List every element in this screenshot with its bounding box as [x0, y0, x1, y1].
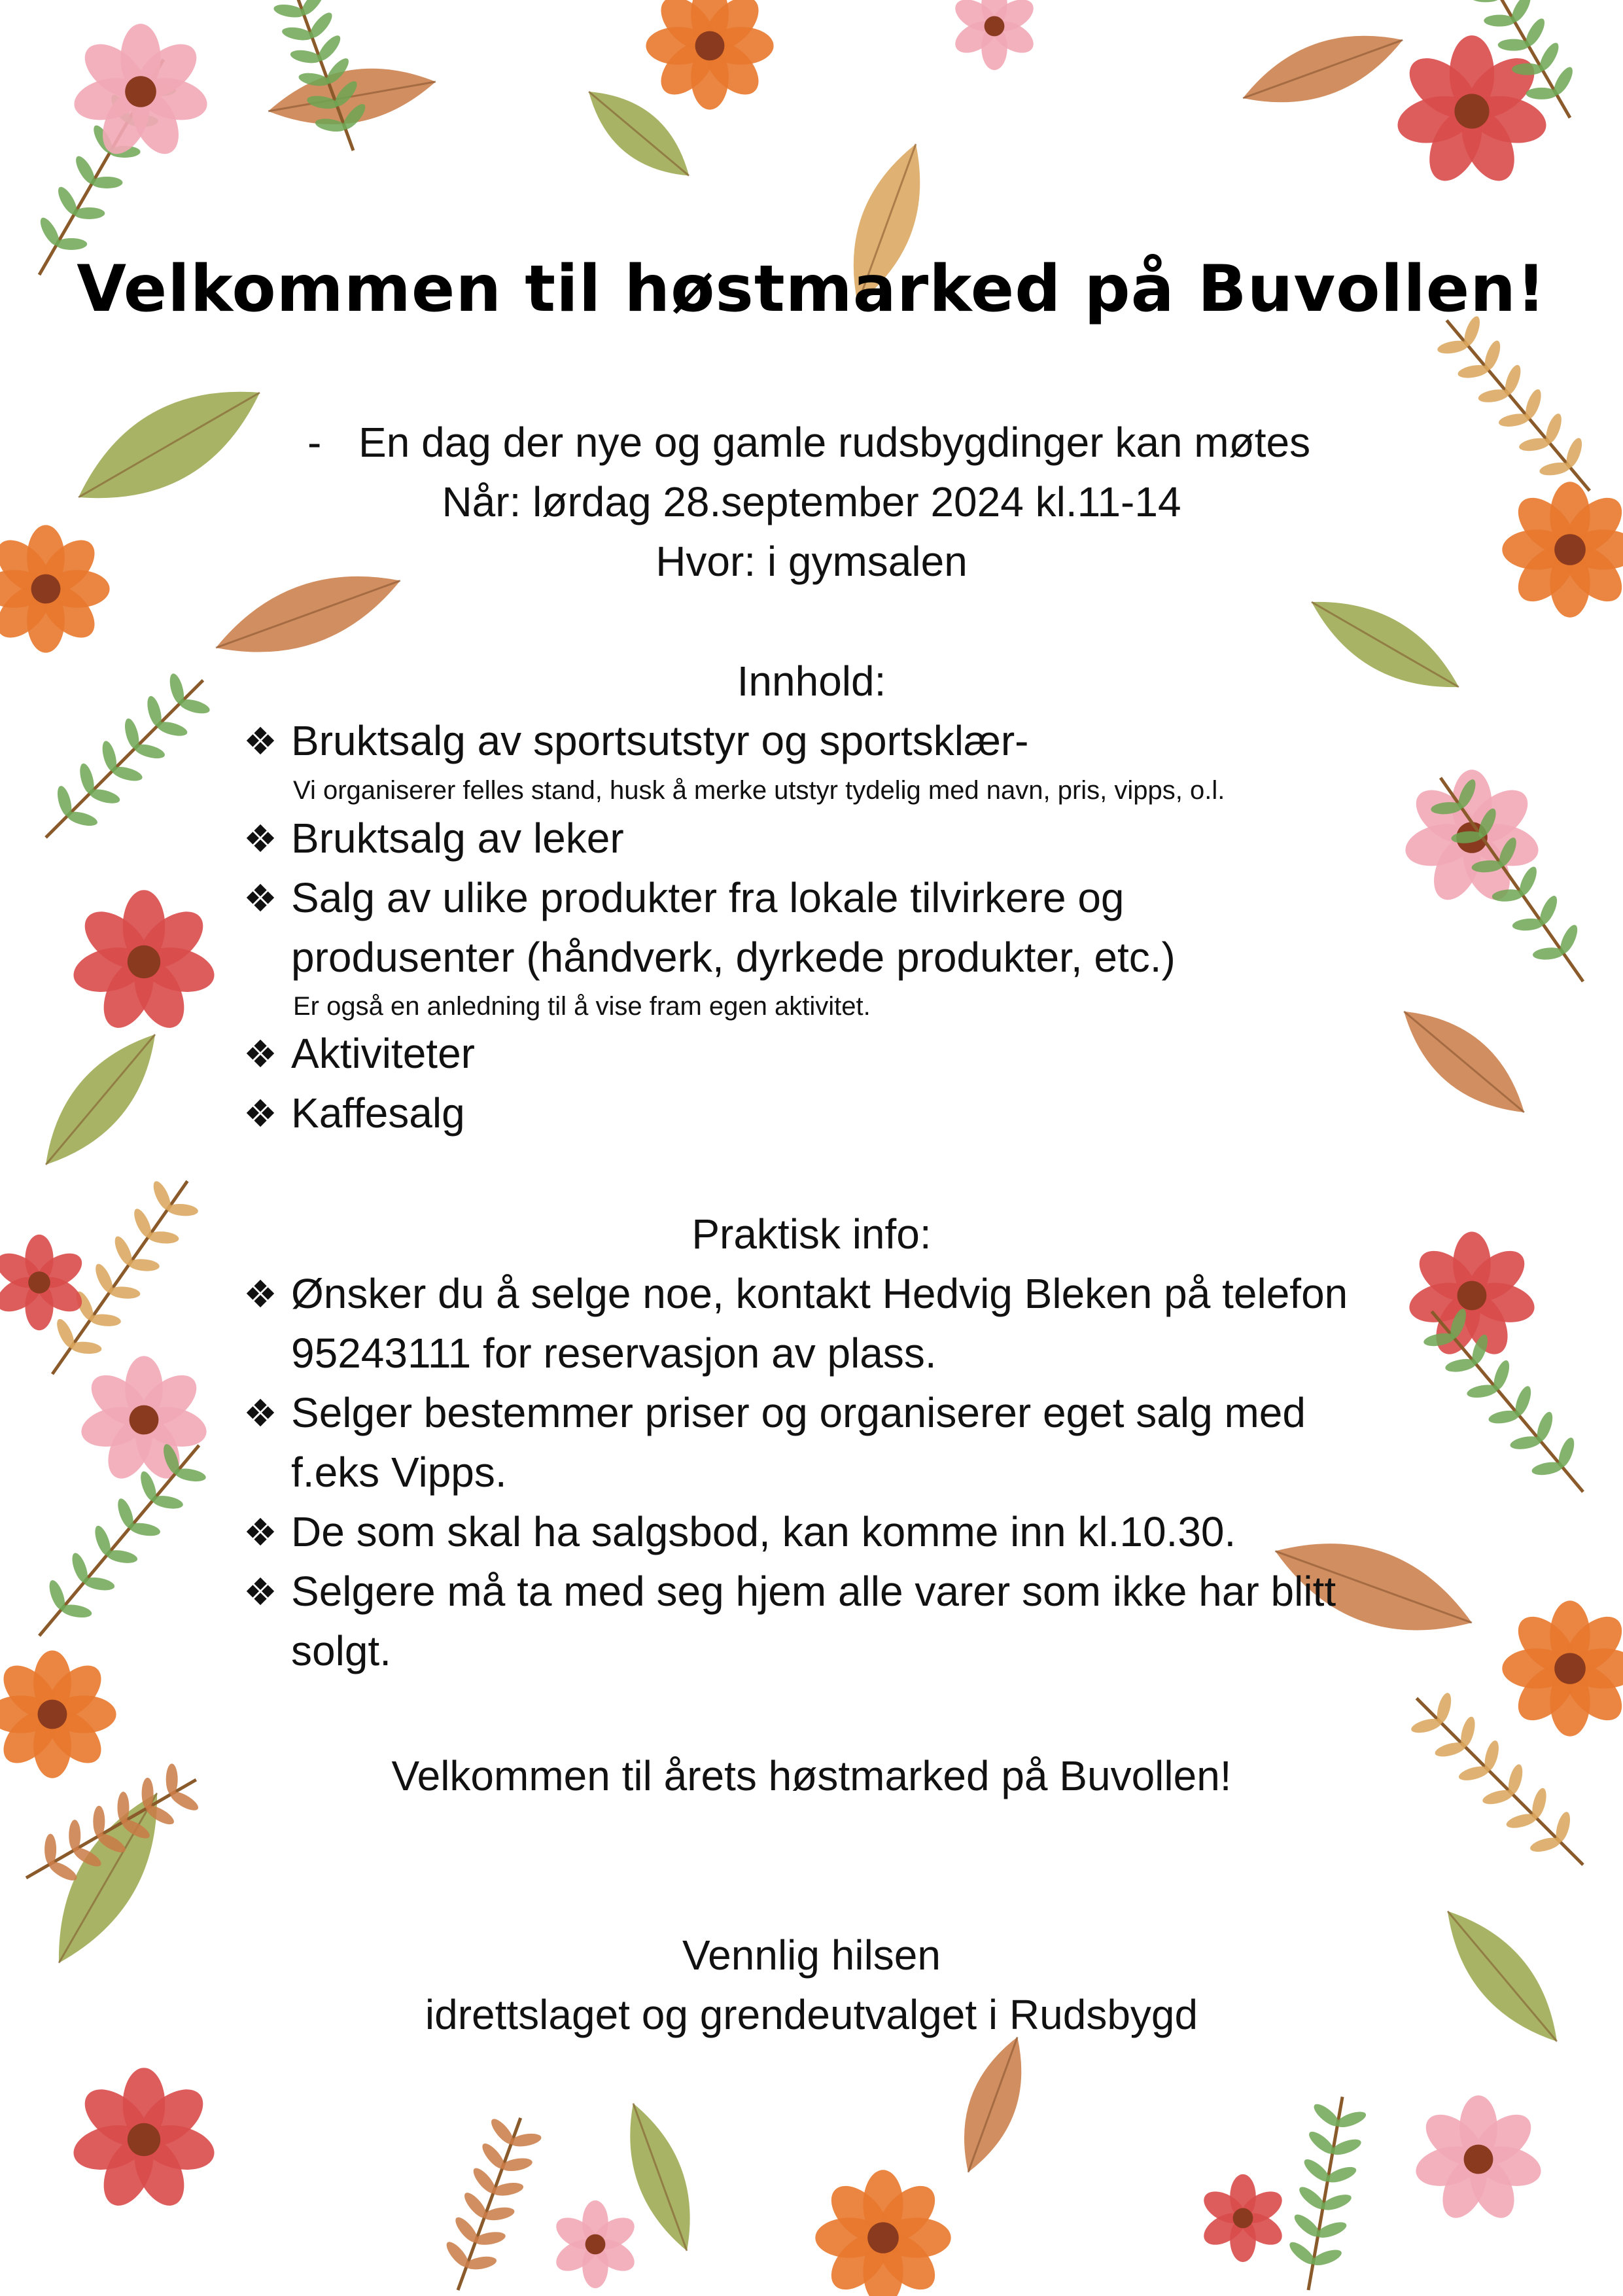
bullet-icon: ❖ — [243, 1392, 277, 1435]
practical-heading: Praktisk info: — [691, 1210, 932, 1258]
signoff-greeting: Vennlig hilsen — [682, 1932, 941, 1979]
signoff-from: idrettslaget og grendeutvalget i Rudsbygd — [425, 1991, 1198, 2038]
contents-item-2: Bruktsalg av leker — [291, 815, 624, 862]
practical-item-2-cont: f.eks Vipps. — [291, 1449, 507, 1496]
bullet-icon: ❖ — [243, 877, 277, 920]
event-where: Hvor: i gymsalen — [655, 538, 968, 585]
bullet-icon: ❖ — [243, 1511, 277, 1554]
practical-item-4-cont: solgt. — [291, 1627, 391, 1674]
event-when: Når: lørdag 28.september 2024 kl.11-14 — [442, 478, 1181, 525]
practical-item-1-cont: 95243111 for reservasjon av plass. — [291, 1330, 937, 1377]
contents-item-4: Aktiviteter — [291, 1030, 475, 1077]
contents-item-3-note: Er også en anledning til å vise fram egen aktivitet. — [293, 992, 871, 1021]
contents-item-1-note: Vi organiserer felles stand, husk å merke utstyr tydelig med navn, pris, vipps, o.l. — [293, 776, 1225, 805]
contents-item-3: Salg av ulike produkter fra lokale tilvirkere og — [291, 874, 1125, 921]
practical-item-4: Selgere må ta med seg hjem alle varer som ikke har blitt — [291, 1568, 1336, 1615]
intro-dash: - — [307, 419, 322, 466]
contents-item-3-cont: produsenter (håndverk, dyrkede produkter, etc.) — [291, 934, 1176, 981]
practical-item-1: Ønsker du å selge noe, kontakt Hedvig Bleken på telefon — [291, 1270, 1348, 1317]
practical-item-2: Selger bestemmer priser og organiserer eget salg med — [291, 1389, 1306, 1436]
bullet-icon: ❖ — [243, 720, 277, 763]
contents-heading: Innhold: — [737, 658, 886, 705]
page-title: Velkommen til høstmarked på Buvollen! — [77, 252, 1546, 327]
bullet-icon: ❖ — [243, 1273, 277, 1316]
practical-item-3: De som skal ha salgsbod, kan komme inn kl.10.30. — [291, 1508, 1236, 1555]
bullet-icon: ❖ — [243, 1033, 277, 1076]
bullet-icon: ❖ — [243, 818, 277, 860]
closing-line: Velkommen til årets høstmarked på Buvollen! — [391, 1752, 1232, 1799]
bullet-icon: ❖ — [243, 1093, 277, 1135]
contents-item-1: Bruktsalg av sportsutstyr og sportsklær- — [291, 717, 1029, 764]
bullet-icon: ❖ — [243, 1571, 277, 1614]
contents-item-5: Kaffesalg — [291, 1089, 465, 1137]
intro-tagline: En dag der nye og gamle rudsbygdinger kan møtes — [358, 419, 1311, 466]
